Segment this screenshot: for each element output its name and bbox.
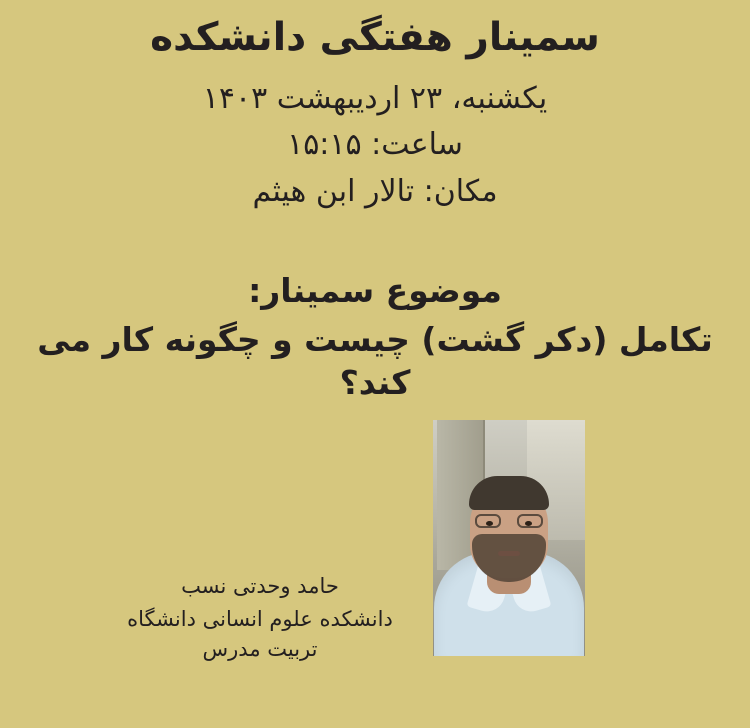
poster-header [0, 0, 750, 212]
seminar-date: یکشنبه، ۲۳ اردیبهشت ۱۴۰۳ [202, 80, 548, 116]
seminar-time: ساعت: ۱۵:۱۵ [287, 127, 463, 163]
speaker-affiliation: دانشکده علوم انسانی دانشگاه تربیت مدرس [127, 607, 393, 661]
photo-eye-right [525, 521, 532, 526]
subject-label: موضوع سمینار: [248, 271, 502, 311]
photo-eye-left [486, 521, 493, 526]
glasses-icon [473, 514, 545, 530]
photo-mouth [498, 551, 520, 556]
speaker-photo [433, 420, 585, 656]
page-title: سمینار هفتگی دانشکده [150, 15, 600, 60]
seminar-place: مکان: تالار ابن هیثم [252, 173, 498, 209]
speaker-info [100, 572, 420, 664]
photo-hair [469, 476, 549, 510]
subject-block [0, 270, 750, 405]
speaker-area [0, 420, 750, 670]
speaker-name: حامد وحدتی نسب [181, 574, 339, 598]
subject-text: تکامل (دکر گشت) چیست و چگونه کار می کند؟ [37, 320, 713, 403]
